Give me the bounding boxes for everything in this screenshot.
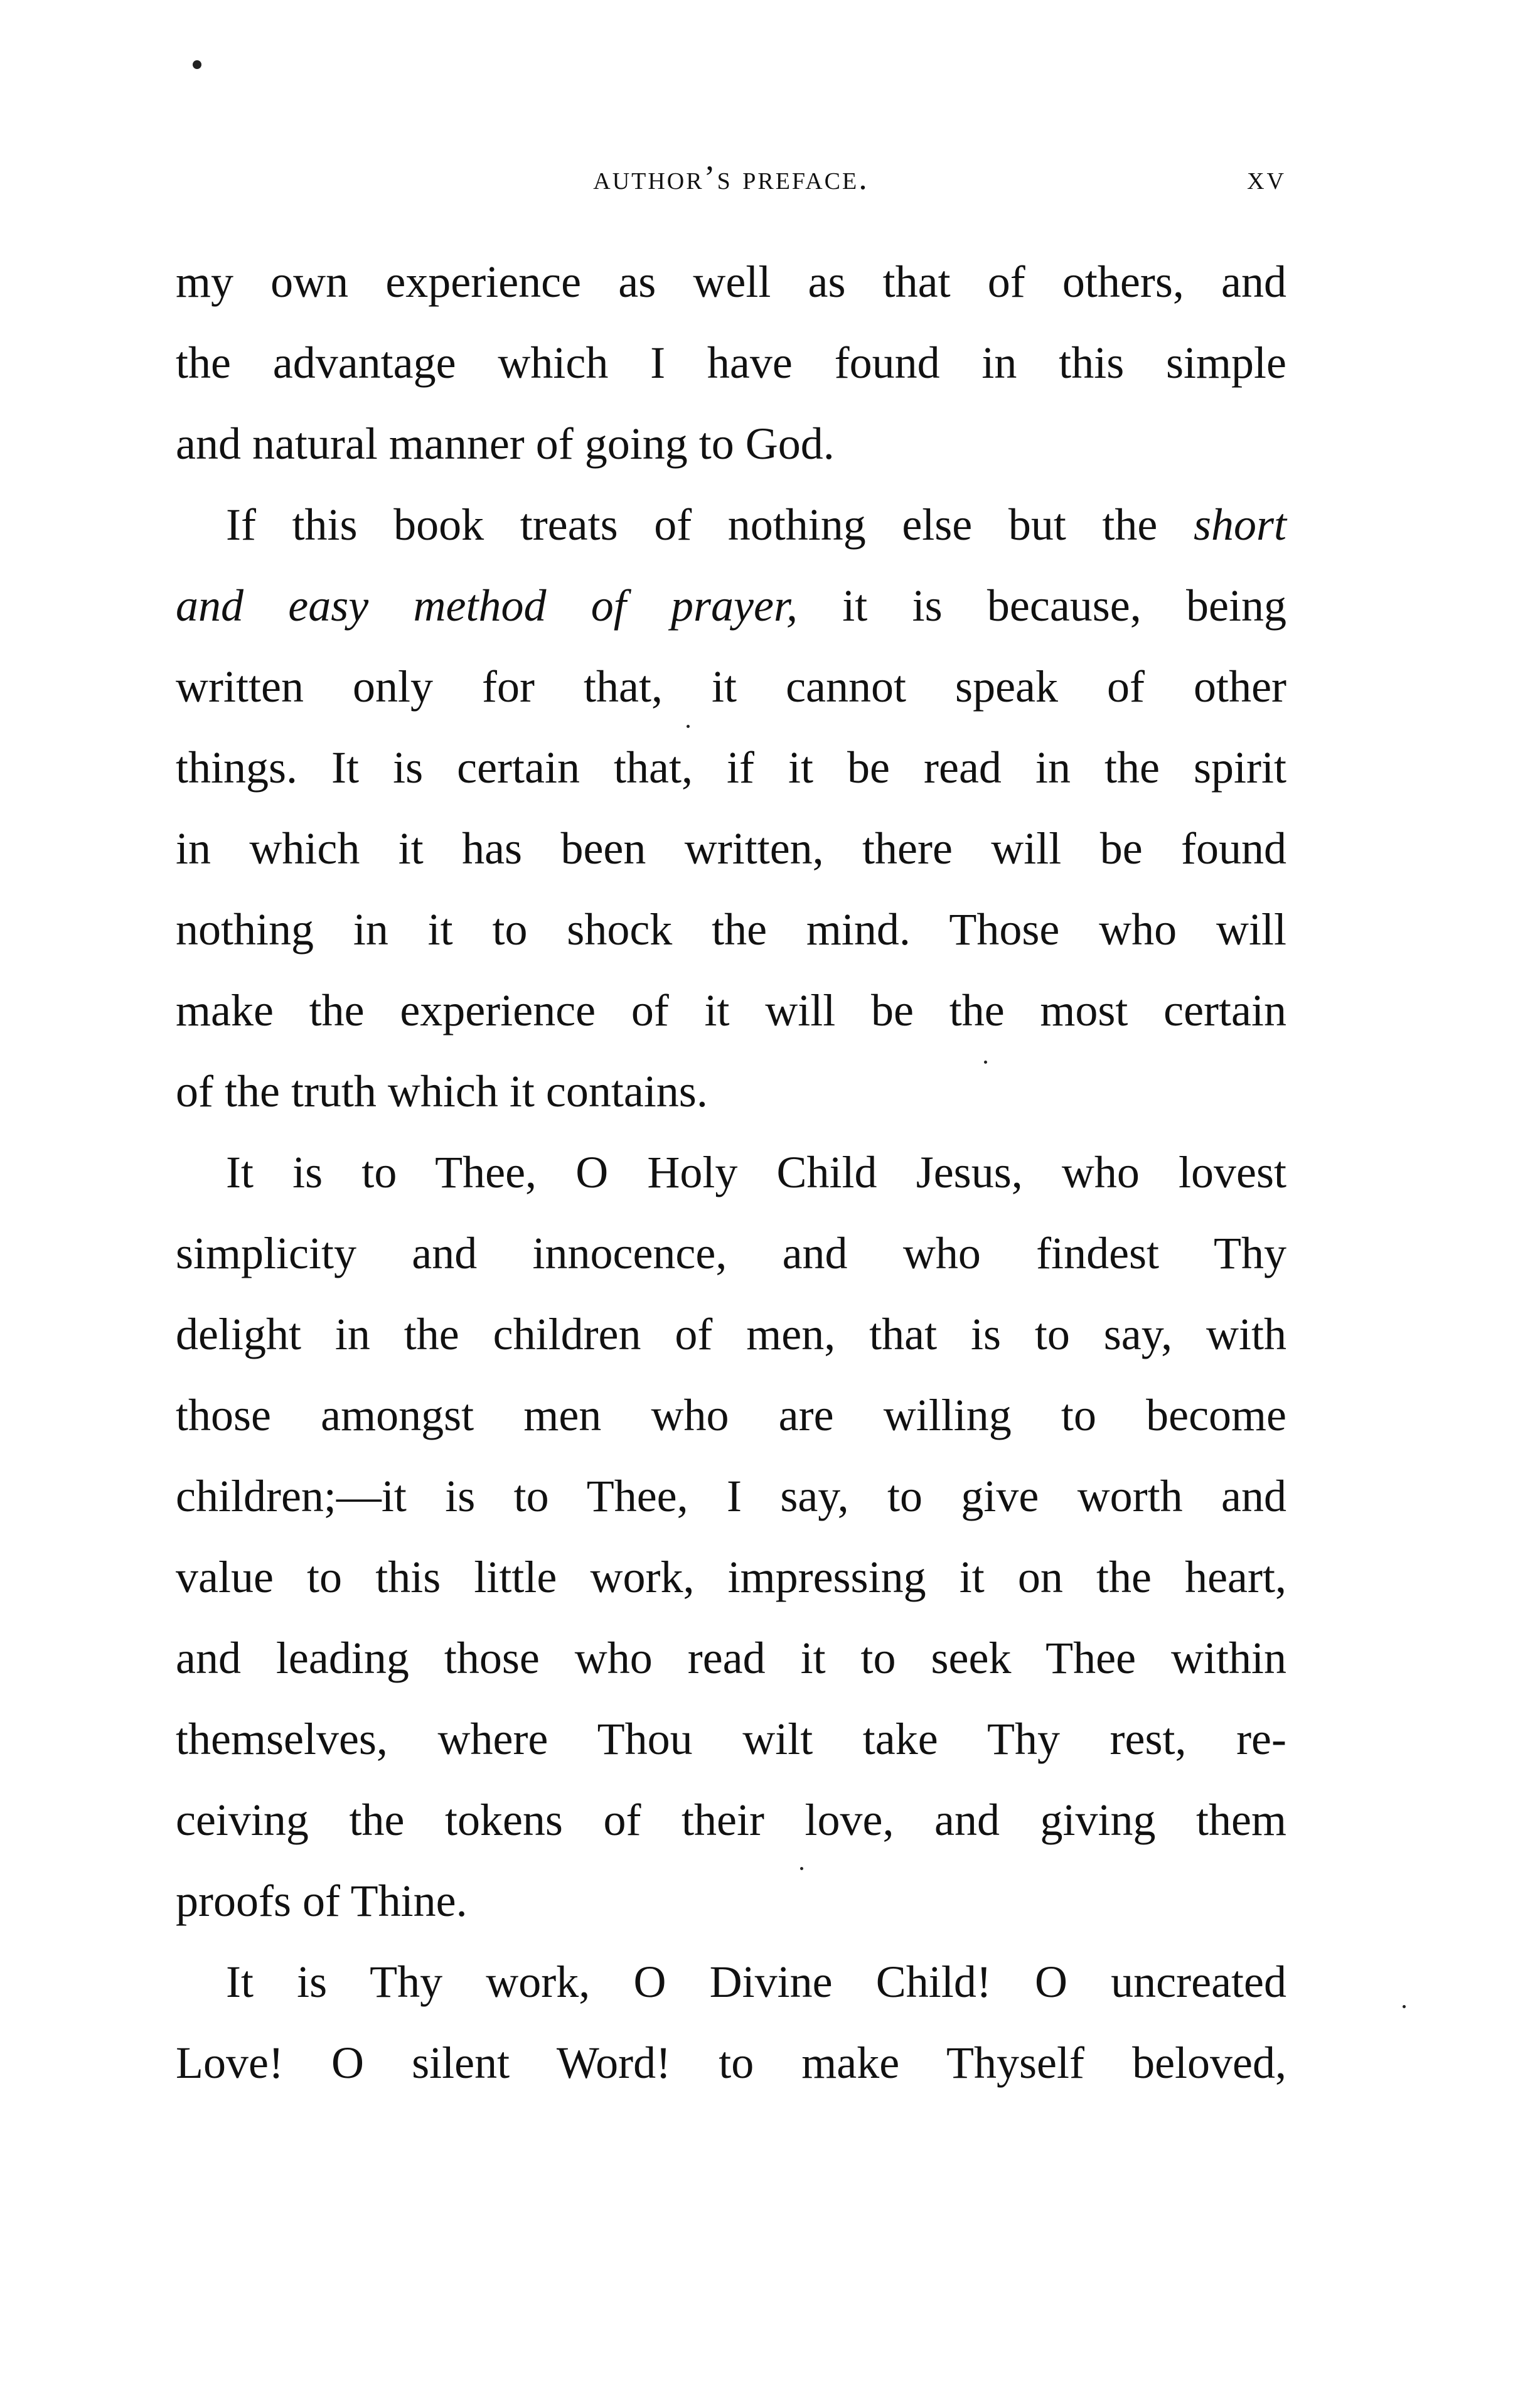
paragraph — [176, 1132, 1286, 1942]
page-number: xv — [1247, 159, 1286, 196]
text-line: in which it has been written, there will be found — [176, 823, 1286, 874]
running-head: author’s preface. — [593, 159, 869, 196]
text-line: the advantage which I have found in this simple — [176, 338, 1286, 388]
paragraph — [176, 1942, 1286, 2104]
italic-run: short — [1193, 500, 1286, 550]
paragraph — [176, 484, 1286, 1132]
text-line: It is to Thee, O Holy Child Jesus, who lovest — [226, 1147, 1286, 1197]
text-line: Love! O silent Word! to make Thyself beloved, — [176, 2038, 1286, 2088]
text-line: nothing in it to shock the mind. Those who will — [176, 904, 1286, 955]
ink-speck — [193, 60, 201, 69]
body-text — [176, 242, 1286, 2104]
text-line: themselves, where Thou wilt take Thy rest, re- — [176, 1714, 1286, 1764]
text-run: If this book treats of nothing else but the — [226, 500, 1194, 550]
text-line: children;—it is to Thee, I say, to give worth and — [176, 1471, 1286, 1521]
text-line: and leading those who read it to seek Thee within — [176, 1633, 1286, 1683]
text-line: simplicity and innocence, and who findest Thy — [176, 1228, 1286, 1278]
text-line: my own experience as well as that of others, and — [176, 257, 1286, 307]
text-line: those amongst men who are willing to become — [176, 1390, 1286, 1440]
text-line: of the truth which it contains. — [176, 1066, 708, 1116]
text-line: and natural manner of going to God. — [176, 419, 835, 469]
text-line: proofs of Thine. — [176, 1876, 468, 1926]
ink-speck — [1403, 2005, 1406, 2008]
text-line: ceiving the tokens of their love, and giving them — [176, 1795, 1286, 1845]
text-run: it is because, being — [798, 580, 1286, 631]
text-line: make the experience of it will be the most certain — [176, 985, 1286, 1035]
text-line — [176, 484, 1286, 565]
text-line: written only for that, it cannot speak of other — [176, 661, 1286, 712]
text-line: delight in the children of men, that is to say, with — [176, 1309, 1286, 1359]
italic-run: and easy method of prayer, — [176, 580, 798, 631]
text-line: It is Thy work, O Divine Child! O uncreated — [226, 1957, 1286, 2007]
text-line — [176, 565, 1286, 646]
paragraph — [176, 242, 1286, 484]
text-line: things. It is certain that, if it be read in the spirit — [176, 742, 1286, 793]
text-line: value to this little work, impressing it on the heart, — [176, 1552, 1286, 1602]
page-header — [176, 149, 1286, 206]
